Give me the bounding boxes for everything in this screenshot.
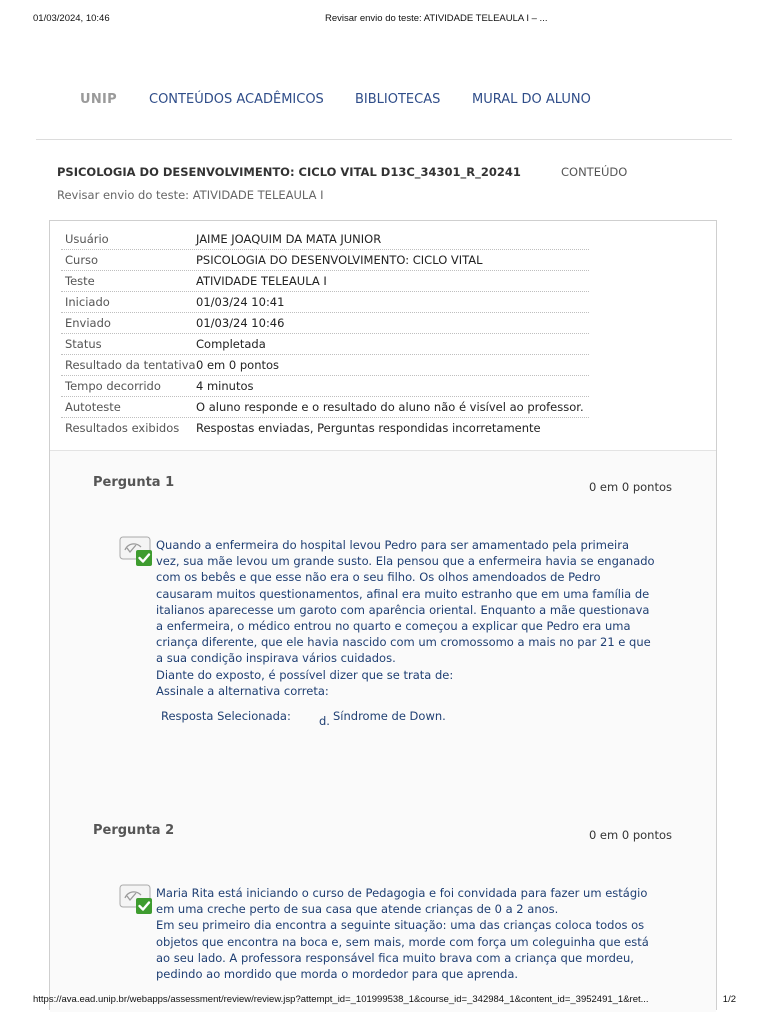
question-2-title: Pergunta 2 xyxy=(93,823,175,838)
summary-value-tempo: 4 minutos xyxy=(196,379,254,393)
summary-label-usuario: Usuário xyxy=(65,232,109,246)
summary-label-teste: Teste xyxy=(65,274,95,288)
summary-row xyxy=(61,376,589,397)
review-panel xyxy=(49,220,717,1010)
summary-label-status: Status xyxy=(65,337,102,351)
nav-divider xyxy=(36,139,732,140)
summary-row xyxy=(61,355,589,376)
summary-label-enviado: Enviado xyxy=(65,316,111,330)
summary-value-curso: PSICOLOGIA DO DESENVOLVIMENTO: CICLO VITAL xyxy=(196,253,483,267)
nav-brand-unip[interactable]: UNIP xyxy=(80,92,118,107)
nav-link-conteudos-academicos[interactable]: CONTEÚDOS ACADÊMICOS xyxy=(149,92,324,107)
summary-label-tempo: Tempo decorrido xyxy=(65,379,161,393)
summary-label-curso: Curso xyxy=(65,253,99,267)
summary-label-resultados-exibidos: Resultados exibidos xyxy=(65,421,180,435)
question-1-text xyxy=(156,537,656,699)
summary-value-enviado: 01/03/24 10:46 xyxy=(196,316,285,330)
attempt-summary-table xyxy=(61,229,589,438)
selected-answer-text: Síndrome de Down. xyxy=(333,709,446,723)
selected-answer-label: Resposta Selecionada: xyxy=(161,709,291,723)
question-1-points: 0 em 0 pontos xyxy=(588,480,672,494)
summary-value-status: Completada xyxy=(196,337,266,351)
summary-row xyxy=(61,250,589,271)
summary-value-autoteste: O aluno responde e o resultado do aluno não é visível ao professor. xyxy=(196,400,584,414)
nav-link-mural-do-aluno[interactable]: MURAL DO ALUNO xyxy=(472,92,591,107)
question-1-title: Pergunta 1 xyxy=(93,475,175,490)
summary-row xyxy=(61,313,589,334)
course-title: PSICOLOGIA DO DESENVOLVIMENTO: CICLO VITAL D13C_34301_R_20241 xyxy=(57,165,521,179)
print-header xyxy=(0,13,768,33)
summary-value-resultado: 0 em 0 pontos xyxy=(196,358,280,372)
print-datetime: 01/03/2024, 10:46 xyxy=(33,13,110,24)
question-2-paragraph: Maria Rita está iniciando o curso de Pedagogia e foi convidada para fazer um estágio em uma creche perto de sua casa que atende crianças de 0 a 2 anos. xyxy=(156,886,648,917)
summary-value-usuario: JAIME JOAQUIM DA MATA JUNIOR xyxy=(196,232,382,246)
summary-row xyxy=(61,292,589,313)
summary-label-resultado: Resultado da tentativa xyxy=(65,358,196,372)
summary-label-iniciado: Iniciado xyxy=(65,295,110,309)
question-2-points: 0 em 0 pontos xyxy=(588,828,672,842)
nav-link-bibliotecas[interactable]: BIBLIOTECAS xyxy=(355,92,441,107)
summary-value-iniciado: 01/03/24 10:41 xyxy=(196,295,285,309)
summary-row xyxy=(61,271,589,292)
question-2-paragraph: Em seu primeiro dia encontra a seguinte situação: uma das crianças coloca todos os objetos que encontra na boca e, sem mais, morde com força um coleguinha que está ao seu lado. A professora responsável fica muito brava com a criança que mordeu, pedindo ao mordido que morda o mordedor para que aprenda. xyxy=(156,918,649,982)
summary-row xyxy=(61,397,589,418)
summary-value-teste: ATIVIDADE TELEAULA I xyxy=(196,274,327,288)
print-page-number: 1/2 xyxy=(722,994,736,1005)
conteudo-link[interactable]: CONTEÚDO xyxy=(561,165,628,179)
question-2-text xyxy=(156,885,656,982)
correct-answer-check-icon xyxy=(119,536,153,568)
print-page-title: Revisar envio do teste: ATIVIDADE TELEAULA I – ... xyxy=(325,13,548,24)
question-1-paragraph: Assinale a alternativa correta: xyxy=(156,683,329,698)
question-1-paragraph: Quando a enfermeira do hospital levou Pedro para ser amamentado pela primeira vez, sua mãe levou um grande susto. Ela pensou que a enfermeira havia se enganado com os bebês e que esse não era o seu filho. Os olhos amendoados de Pedro causaram muitos questionamentos, afinal era muito estranho que em uma família de italianos aparecesse um garoto com aparência oriental. Enquanto a mãe questionava a enfermeira, o médico entrou no quarto e começou a explicar que Pedro era uma criança diferente, que ele havia nascido com um cromossomo a mais no par 21 e que a sua condição inspirava vários cuidados. xyxy=(156,538,655,666)
print-url: https://ava.ead.unip.br/webapps/assessment/review/review.jsp?attempt_id=_101999538_1&course_id=_342984_1&content_id=_3952491_1&ret... xyxy=(33,994,649,1005)
question-1-paragraph: Diante do exposto, é possível dizer que se trata de: xyxy=(156,667,454,682)
summary-value-resultados-exibidos: Respostas enviadas, Perguntas respondidas incorretamente xyxy=(196,421,541,435)
selected-answer-letter: d. xyxy=(319,714,330,728)
summary-label-autoteste: Autoteste xyxy=(65,400,121,414)
summary-row xyxy=(61,334,589,355)
questions-area xyxy=(50,450,716,1012)
print-footer xyxy=(0,994,768,1014)
correct-answer-check-icon xyxy=(119,884,153,916)
summary-row xyxy=(61,418,589,438)
breadcrumb: Revisar envio do teste: ATIVIDADE TELEAULA I xyxy=(57,188,324,202)
summary-row xyxy=(61,229,589,250)
